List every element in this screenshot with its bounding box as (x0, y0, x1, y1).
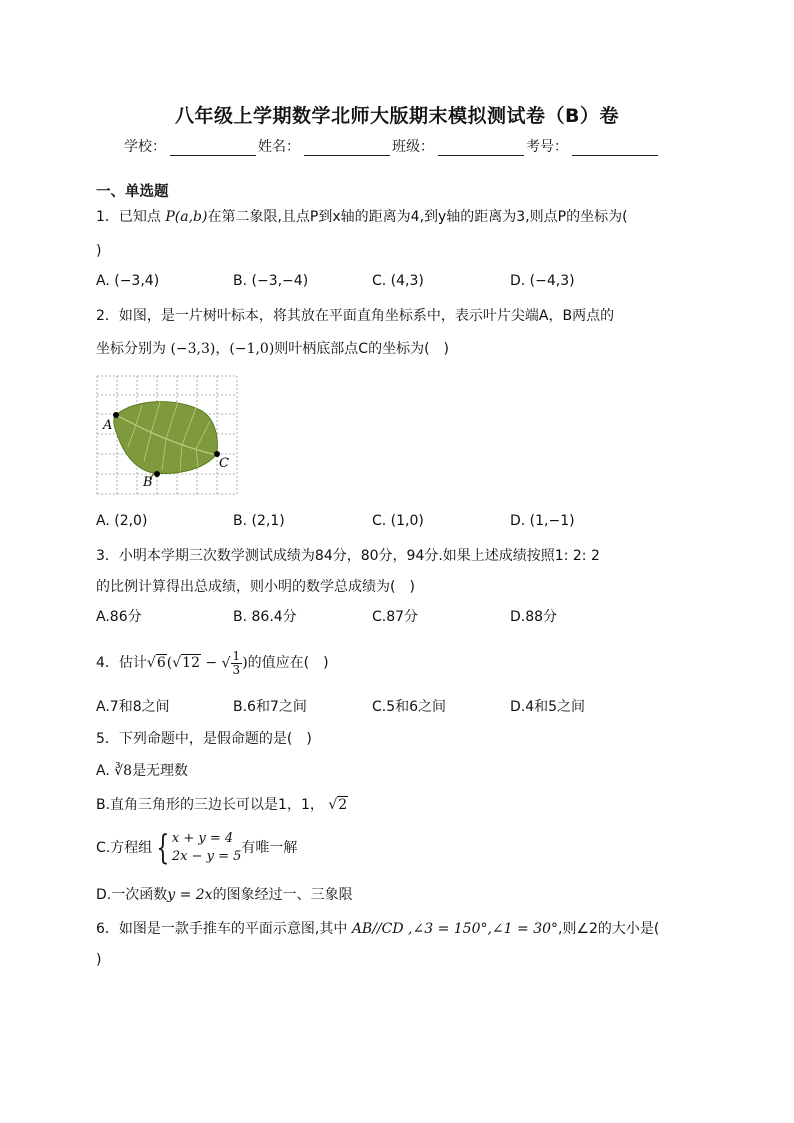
equation-1: x + y = 4 (171, 831, 234, 846)
exam-title: 八年级上学期数学北师大版期末模拟测试卷（B）卷 (175, 105, 619, 127)
q5-option-b-text: B.直角三角形的三边长可以是1，1， (96, 797, 324, 813)
q4-fraction (231, 650, 243, 677)
q2-stem-line1: 2．如图，是一片树叶标本，将其放在平面直角坐标系中，表示叶片尖端A，B两点的 (96, 308, 615, 324)
class-blank[interactable] (438, 141, 524, 156)
q1-stem-end: ) (96, 243, 102, 259)
q5-option-a-root: ∛8 (114, 763, 133, 779)
q1-stem-b: 在第二象限,且点P到x轴的距离为4,到y轴的距离为3,则点P的坐标为( (207, 209, 628, 225)
q3-stem-line1: 3．小明本学期三次数学测试成绩为84分，80分，94分.如果上述成绩按照1: 2: 2 (96, 548, 600, 564)
exam-number-label: 考号： (526, 139, 568, 155)
q4-sqrt6: √6 (146, 655, 166, 671)
school-blank[interactable] (170, 141, 256, 156)
q3-option-d[interactable]: D.88分 (510, 609, 558, 625)
q2-option-a[interactable]: A. (2,0) (96, 513, 148, 529)
q4-option-b[interactable]: B.6和7之间 (233, 699, 307, 715)
exam-number-blank[interactable] (572, 141, 658, 156)
q5-option-d-text: 的图象经过一、三象限 (212, 887, 353, 903)
point-c-label: C (219, 456, 229, 471)
q1-option-d[interactable]: D. (−4,3) (510, 273, 575, 289)
class-label: 班级： (392, 139, 434, 155)
section-heading: 一、单选题 (96, 184, 169, 200)
q5-option-c-prefix: C.方程组 (96, 840, 153, 856)
leaf-figure (96, 375, 238, 495)
q3-stem-line2: 的比例计算得出总成绩，则小明的数学总成绩为( ) (96, 579, 415, 595)
q2-option-d[interactable]: D. (1,−1) (510, 513, 575, 529)
q4-stem (96, 646, 329, 680)
q2-option-c[interactable]: C. (1,0) (372, 513, 424, 529)
student-info-row (124, 136, 660, 156)
q5-option-d-prefix: D.一次函数 (96, 887, 168, 903)
name-blank[interactable] (304, 141, 390, 156)
q6-stem-b: ,则∠2的大小是( (558, 921, 660, 937)
q2-coord-b: (−1,0) (229, 341, 275, 357)
q5-option-d-equation: y = 2x (167, 887, 213, 903)
q1-stem-a: 1．已知点 (96, 209, 161, 225)
q2-stem-b3: 则叶柄底部点C的坐标为( ) (274, 341, 449, 357)
q4-minus: − (200, 655, 222, 671)
q4-sqrt-frac: √ $\frac{1}{3}$ (221, 648, 241, 677)
q4-paren-open: ( (166, 655, 173, 671)
q2-coord-a: (−3,3) (170, 341, 216, 357)
q5-option-b[interactable] (96, 795, 348, 815)
q5-option-b-radicand: 2 (338, 797, 348, 813)
q5-option-d[interactable] (96, 885, 353, 905)
q5-stem: 5．下列命题中，是假命题的是( ) (96, 731, 312, 747)
q2-stem-line2 (96, 339, 449, 359)
q5-option-a-text: 是无理数 (132, 763, 189, 779)
point-b-label: B (143, 475, 153, 490)
brace-icon: { (156, 828, 170, 868)
q4-option-a[interactable]: A.7和8之间 (96, 699, 170, 715)
q1-point: P(a,b) (165, 209, 208, 225)
q4-frac-num: 1 (232, 648, 241, 663)
q3-option-b[interactable]: B. 86.4分 (233, 609, 297, 625)
q4-stem-a: 4．估计 (96, 655, 147, 671)
q4-option-c[interactable]: C.5和6之间 (372, 699, 447, 715)
q1-option-a[interactable]: A. (−3,4) (96, 273, 160, 289)
q2-stem-b1: 坐标分别为 (96, 341, 166, 357)
q5-option-a[interactable] (96, 761, 188, 781)
equation-2: 2x − y = 5 (171, 849, 242, 864)
point-a-label: A (103, 418, 113, 433)
q6-stem-end: ) (96, 952, 102, 968)
q4-option-d[interactable]: D.4和5之间 (510, 699, 586, 715)
q2-stem-b2: ， (215, 341, 230, 357)
q6-stem-a: 6．如图是一款手推车的平面示意图,其中 (96, 921, 348, 937)
q3-option-c[interactable]: C.87分 (372, 609, 419, 625)
q6-condition: AB//CD ,∠3 = 150°,∠1 = 30° (351, 921, 559, 937)
q3-option-a[interactable]: A.86分 (96, 609, 142, 625)
q1-stem (96, 207, 628, 227)
q4-frac-den: 3 (232, 662, 241, 677)
point-b-dot (154, 471, 160, 477)
q5-option-c-text: 有唯一解 (241, 840, 298, 856)
q6-stem (96, 919, 659, 939)
equations (172, 830, 242, 866)
q5-option-a-prefix: A. (96, 763, 115, 779)
q1-option-c[interactable]: C. (4,3) (372, 273, 424, 289)
school-label: 学校： (124, 139, 166, 155)
q1-option-b[interactable]: B. (−3,−4) (233, 273, 309, 289)
q4-sqrt12: √12 (172, 655, 200, 671)
q4-stem-b: 的值应在( ) (247, 655, 329, 671)
equation-system (152, 830, 241, 866)
q5-option-b-root: √2 (328, 797, 348, 813)
q2-option-b[interactable]: B. (2,1) (233, 513, 285, 529)
point-a-dot (113, 412, 119, 418)
name-label: 姓名： (258, 139, 300, 155)
leaf-grid-svg (96, 375, 238, 495)
q5-option-c[interactable] (96, 828, 297, 868)
q4-paren-close: ) (242, 655, 248, 671)
